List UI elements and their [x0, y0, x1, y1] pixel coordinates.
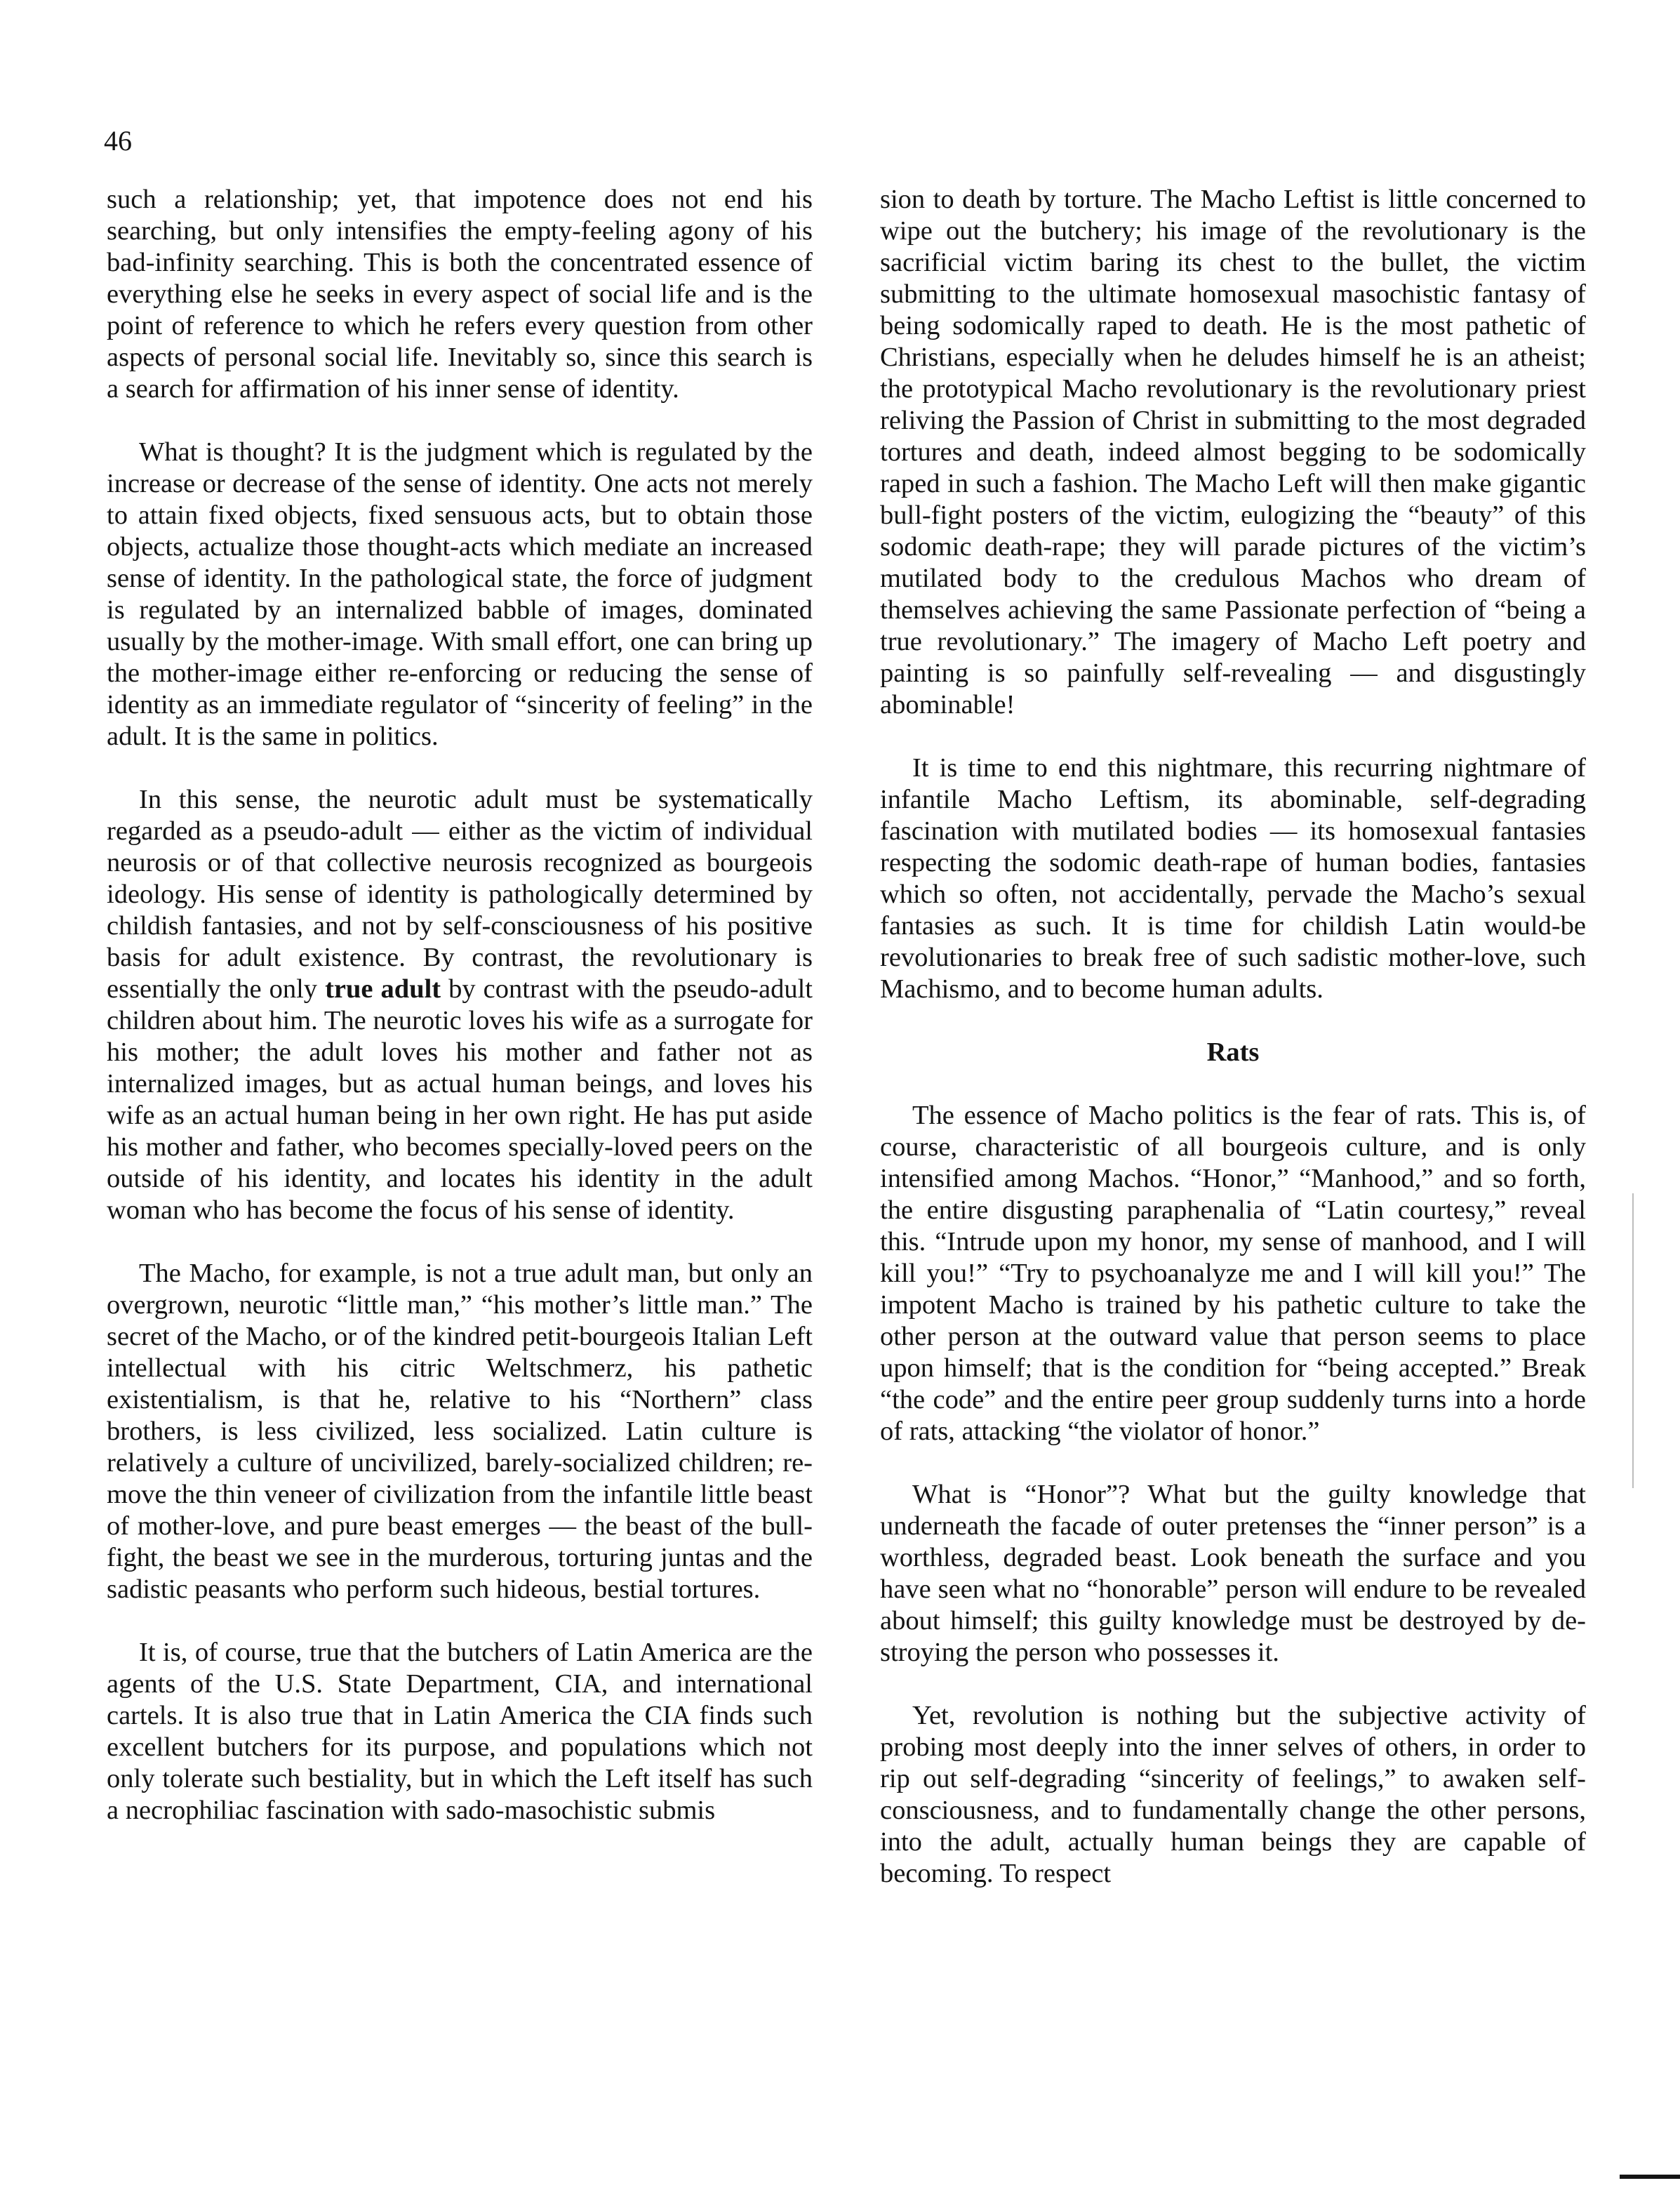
- emphasis-text: true adult: [325, 974, 441, 1004]
- crop-mark: [1620, 2175, 1680, 2179]
- scan-edge-line: [1632, 1193, 1634, 1488]
- section-heading: Rats: [1206, 1037, 1260, 1067]
- left-column: [107, 184, 813, 1826]
- paragraph: What is thought? It is the judgment which is regulated by the increase or decrease of the sense of identity. One acts not merely to attain fixed objects, fixed sensuous acts, but to obtain those objects, actualize those thought-acts which mediate an increased sense of identity. In the pathological state, the force of judgment is regulated by an internalized babble of images, dominated usually by the mother-image. With small effort, one can bring up the mother-image either re-enforcing or reducing the sense of identity as an immediate regulator of “sincerity of feeling” in the adult. It is the same in politics.: [107, 437, 813, 751]
- paragraph: Yet, revolution is nothing but the subjective activity of probing most deeply into the inner selves of others, in order to rip out self-degrading “sincerity of feelings,” to awaken self-consciousness, and to fundamentally change the other persons, into the adult, actually human beings they are capable of becoming. To respect: [880, 1701, 1586, 1888]
- paragraph: such a relationship; yet, that impotence does not end his searching, but only intensifies the empty-feeling agony of his bad-infinity searching. This is both the concentrated essence of everything else he seeks in every aspect of social life and is the point of reference to which he refers every question from other aspects of personal social life. Inevitably so, since this search is a search for affirmation of his inner sense of identity.: [107, 185, 813, 404]
- paragraph: sion to death by torture. The Macho Leftist is little concerned to wipe out the butchery; his image of the revolutionary is the sacrificial victim baring its chest to the bullet, the victim submitting to the ultimate homosexual masochistic fantasy of being sodomically raped to death. He is the most pathetic of Christians, especially when he deludes himself he is an atheist; the prototypical Macho revolutionary is the revolutionary priest reliving the Passion of Christ in submitting to the most degraded tortures and death, indeed almost begging to be sodomically raped in such a fashion. The Macho Left will then make gigantic bull-fight posters of the victim, eulogizing the “beauty” of this sodomic death-rape; they will parade pictures of the victim’s mutilated body to the credulous Machos who dream of themselves achieving the same Passionate perfection of “being a true revolutionary.” The imagery of Macho Left poetry and painting is so painfully self-revealing — and disgustingly abominable!: [880, 185, 1586, 719]
- right-column: [880, 184, 1586, 1890]
- paragraph-text: by contrast with the pseudo-adult children about him. The neurotic loves his wife as a surrogate for his mother; the adult loves his mother and father not as internalized images, but as actual human beings, and loves his wife as an actual human being in her own right. He has put aside his mother and father, who becomes specially-loved peers on the outside of his identity, and locates his identity in the adult woman who has become the focus of his sense of identity.: [107, 974, 813, 1225]
- paragraph: The essence of Macho politics is the fear of rats. This is, of course, characteristic of all bourgeois culture, and is only intensified among Machos. “Honor,” “Manhood,” and so forth, the entire disgusting paraphenalia of “Latin courtesy,” reveal this. “Intrude upon my honor, my sense of manhood, and I will kill you!” “Try to psychoanalyze me and I will kill you!” The impotent Macho is trained by his pathetic culture to take the other person at the outward value that person seems to place upon himself; that is the condition for “being accepted.” Break “the code” and the entire peer group suddenly turns into a horde of rats, attacking “the violator of honor.”: [880, 1101, 1586, 1446]
- paragraph: The Macho, for example, is not a true adult man, but only an overgrown, neurotic “little man,” “his mother’s little man.” The secret of the Macho, or of the kindred petit-bourgeois Italian Left intellectual with his citric Weltschmerz, his pathetic existentialism, is that he, relative to his “Northern” class brothers, is less civilized, less socialized. Latin culture is relatively a culture of uncivilized, barely-socialized children; remove the thin veneer of civilization from the infantile little beast of mother-love, and pure beast emerges — the beast of the bull-fight, the beast we see in the murderous, torturing juntas and the sadistic peasants who perform such hideous, bestial tortures.: [107, 1259, 813, 1604]
- paragraph: It is, of course, true that the butchers of Latin America are the agents of the U.S. State Department, CIA, and international cartels. It is also true that in Latin America the CIA finds such excellent butchers for its purpose, and populations which not only tolerate such bestiality, but in which the Left itself has such a necrophiliac fascination with sado-masochistic submis: [107, 1638, 813, 1825]
- paragraph: What is “Honor”? What but the guilty knowledge that underneath the facade of outer pretenses the “inner person” is a worthless, degraded beast. Look beneath the surface and you have seen what no “honorable” person will endure to be revealed about himself; this guilty knowledge must be destroyed by destroying the person who possesses it.: [880, 1480, 1586, 1667]
- paragraph: It is time to end this nightmare, this recurring nightmare of infantile Macho Leftism, its abominable, self-degrading fascination with mutilated bodies — its homosexual fantasies respecting the sodomic death-rape of human bodies, fantasies which so often, not accidentally, pervade the Macho’s sexual fantasies as such. It is time for childish Latin would-be revolutionaries to break free of such sadistic mother-love, such Machismo, and to become human adults.: [880, 753, 1586, 1004]
- page-number: 46: [104, 125, 132, 157]
- paragraph: [107, 784, 813, 1226]
- paragraph-text: In this sense, the neurotic adult must be systematically regarded as a pseudo-adult — either as the victim of individual neurosis or of that collective neurosis recognized as bourgeois ideology. His sense of identity is pathologically determined by childish fantasies, and not by self-consciousness of his positive basis for adult existence. By contrast, the revolutionary is essentially the only: [107, 785, 813, 1004]
